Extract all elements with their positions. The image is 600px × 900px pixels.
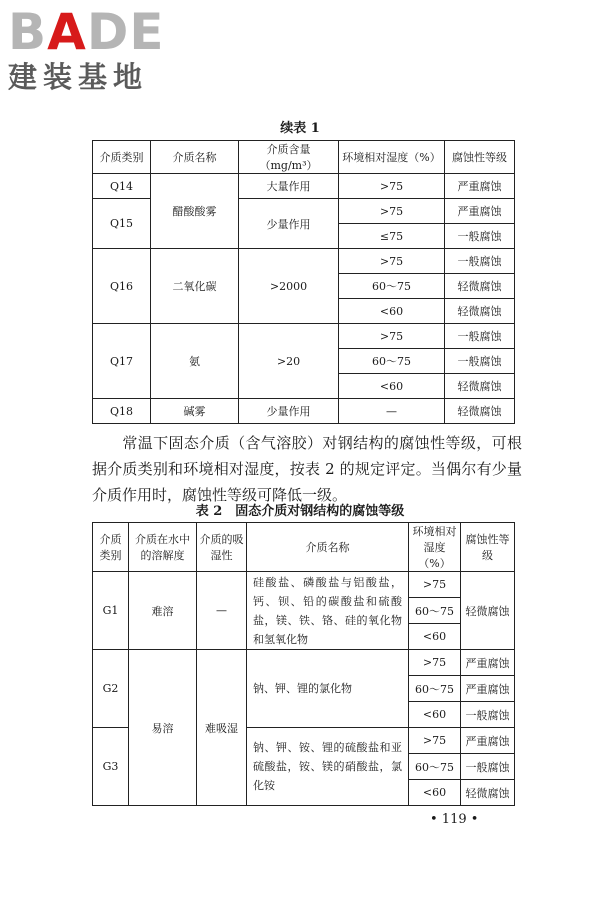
cell-humidity: <60 bbox=[339, 374, 445, 399]
cell-humidity: <60 bbox=[409, 624, 461, 650]
page-number: • 119 • bbox=[430, 812, 479, 827]
cell-grade: 一般腐蚀 bbox=[461, 702, 515, 728]
cell-category: Q16 bbox=[93, 249, 151, 324]
cell-humidity: >75 bbox=[409, 572, 461, 598]
cell-grade: 轻微腐蚀 bbox=[461, 572, 515, 650]
table-row bbox=[93, 249, 515, 274]
cell-grade: 严重腐蚀 bbox=[461, 676, 515, 702]
table1-header: 介质含量（mg/m³） bbox=[239, 141, 339, 174]
cell-hygroscopicity: 难吸湿 bbox=[197, 650, 247, 806]
cell-grade: 一般腐蚀 bbox=[445, 324, 515, 349]
cell-content: >2000 bbox=[239, 249, 339, 324]
table1-header-row bbox=[93, 141, 515, 174]
table-row bbox=[93, 399, 515, 424]
table1-caption: 续表 1 bbox=[280, 121, 320, 136]
cell-grade: 一般腐蚀 bbox=[445, 249, 515, 274]
cell-category: Q17 bbox=[93, 324, 151, 399]
cell-grade: 轻微腐蚀 bbox=[445, 274, 515, 299]
cell-content: 少量作用 bbox=[239, 399, 339, 424]
cell-grade: 严重腐蚀 bbox=[445, 199, 515, 224]
cell-category: G1 bbox=[93, 572, 129, 650]
logo-subtitle: 建装基地 bbox=[8, 60, 149, 94]
table2-header: 介质类别 bbox=[93, 523, 129, 572]
cell-humidity: >75 bbox=[339, 174, 445, 199]
table2-header: 介质在水中的溶解度 bbox=[129, 523, 197, 572]
cell-grade: 严重腐蚀 bbox=[461, 650, 515, 676]
cell-name: 碱雾 bbox=[151, 399, 239, 424]
cell-grade: 严重腐蚀 bbox=[461, 728, 515, 754]
cell-humidity: ≤75 bbox=[339, 224, 445, 249]
cell-category: Q14 bbox=[93, 174, 151, 199]
cell-category: G3 bbox=[93, 728, 129, 806]
table-row bbox=[93, 174, 515, 199]
table2-header: 介质的吸湿性 bbox=[197, 523, 247, 572]
cell-humidity: <60 bbox=[409, 780, 461, 806]
cell-name: 钠、钾、锂的氯化物 bbox=[247, 650, 409, 728]
table1-header: 腐蚀性等级 bbox=[445, 141, 515, 174]
brand-logo bbox=[8, 3, 165, 94]
table2-caption: 表 2 固态介质对钢结构的腐蚀等级 bbox=[195, 504, 405, 519]
table1-header: 介质类别 bbox=[93, 141, 151, 174]
cell-category: G2 bbox=[93, 650, 129, 728]
cell-humidity: 60～75 bbox=[339, 349, 445, 374]
cell-grade: 轻微腐蚀 bbox=[445, 299, 515, 324]
cell-grade: 轻微腐蚀 bbox=[461, 780, 515, 806]
cell-grade: 一般腐蚀 bbox=[461, 754, 515, 780]
cell-grade: 轻微腐蚀 bbox=[445, 399, 515, 424]
cell-humidity: 60～75 bbox=[409, 676, 461, 702]
table2-header-row bbox=[93, 523, 515, 572]
cell-humidity: >75 bbox=[339, 324, 445, 349]
cell-hygroscopicity: — bbox=[197, 572, 247, 650]
cell-category: Q15 bbox=[93, 199, 151, 249]
cell-content: >20 bbox=[239, 324, 339, 399]
cell-content: 少量作用 bbox=[239, 199, 339, 249]
cell-humidity: 60～75 bbox=[339, 274, 445, 299]
cell-humidity: 60～75 bbox=[409, 754, 461, 780]
cell-humidity: — bbox=[339, 399, 445, 424]
table1 bbox=[92, 140, 515, 424]
table2 bbox=[92, 522, 515, 806]
cell-humidity: >75 bbox=[339, 199, 445, 224]
table-row bbox=[93, 324, 515, 349]
table-row bbox=[93, 572, 515, 598]
body-paragraph: 常温下固态介质（含气溶胶）对钢结构的腐蚀性等级，可根据介质类别和环境相对湿度，按表 2 的规定评定。当偶尔有少量介质作用时，腐蚀性等级可降低一级。 bbox=[92, 434, 522, 504]
table2-header: 环境相对湿度（%） bbox=[409, 523, 461, 572]
cell-solubility: 难溶 bbox=[129, 572, 197, 650]
cell-humidity: 60～75 bbox=[409, 598, 461, 624]
logo-wordmark: BADE bbox=[8, 3, 165, 61]
cell-humidity: <60 bbox=[409, 702, 461, 728]
cell-grade: 严重腐蚀 bbox=[445, 174, 515, 199]
cell-grade: 一般腐蚀 bbox=[445, 349, 515, 374]
cell-name: 硅酸盐、磷酸盐与铝酸盐，钙、钡、铅的碳酸盐和硫酸盐，镁、铁、铬、硅的氧化物和氢氧化物 bbox=[247, 572, 409, 650]
cell-solubility: 易溶 bbox=[129, 650, 197, 806]
cell-name: 钠、钾、铵、锂的硫酸盐和亚硫酸盐，铵、镁的硝酸盐，氯化铵 bbox=[247, 728, 409, 806]
cell-category: Q18 bbox=[93, 399, 151, 424]
cell-humidity: >75 bbox=[409, 728, 461, 754]
table1-header: 介质名称 bbox=[151, 141, 239, 174]
table-row bbox=[93, 650, 515, 676]
cell-humidity: <60 bbox=[339, 299, 445, 324]
cell-name: 氨 bbox=[151, 324, 239, 399]
table2-header: 介质名称 bbox=[247, 523, 409, 572]
cell-grade: 轻微腐蚀 bbox=[445, 374, 515, 399]
cell-name: 醋酸酸雾 bbox=[151, 174, 239, 249]
cell-content: 大量作用 bbox=[239, 174, 339, 199]
cell-name: 二氧化碳 bbox=[151, 249, 239, 324]
cell-humidity: >75 bbox=[409, 650, 461, 676]
cell-humidity: >75 bbox=[339, 249, 445, 274]
table1-header: 环境相对湿度（%） bbox=[339, 141, 445, 174]
cell-grade: 一般腐蚀 bbox=[445, 224, 515, 249]
table2-header: 腐蚀性等级 bbox=[461, 523, 515, 572]
